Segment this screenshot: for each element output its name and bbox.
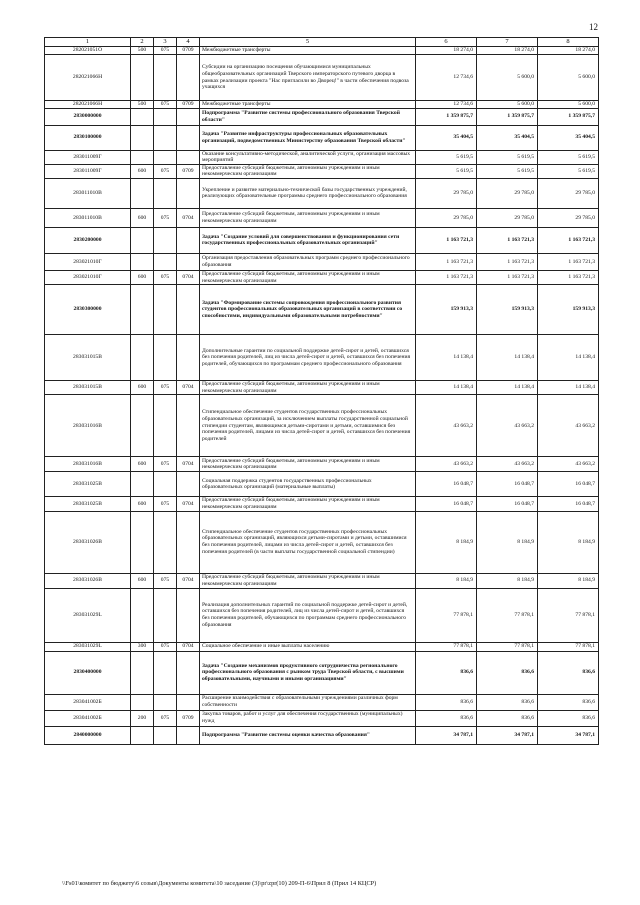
row-code: 282021051O [45, 47, 131, 55]
row-code: 283031025В [45, 472, 131, 497]
row-section [177, 253, 200, 270]
row-description: Предоставление субсидий бюджетным, автономным учреждениям и иным некоммерческим организациям [200, 270, 416, 284]
row-value-2020: 35 404,5 [477, 125, 538, 150]
row-code: 283031029L [45, 642, 131, 651]
table-row [45, 164, 599, 178]
row-value-2020: 836,6 [477, 651, 538, 694]
row-value-2020: 8 184,9 [477, 573, 538, 588]
row-section: 0704 [177, 642, 200, 651]
row-value-2020: 159 913,3 [477, 285, 538, 335]
row-ministry [154, 178, 177, 208]
row-section [177, 651, 200, 694]
row-description: Задача "Создание условий для совершенствования и функционирования сети государственных профессиональных образовательных организаций" [200, 227, 416, 253]
col-header: 3 [154, 38, 177, 47]
row-value-2021: 16 048,7 [538, 472, 599, 497]
row-ministry [154, 651, 177, 694]
row-value-2020: 5 619,5 [477, 150, 538, 164]
row-value-2021: 16 048,7 [538, 497, 599, 511]
row-ministry: 075 [154, 457, 177, 472]
row-value-2021: 29 785,0 [538, 178, 599, 208]
row-code: 282021066H [45, 55, 131, 101]
row-section [177, 285, 200, 335]
row-value-2020: 14 138,4 [477, 335, 538, 381]
row-code: 2830400000 [45, 651, 131, 694]
row-vr [131, 726, 154, 744]
row-description: Задача "Формирование системы сопровождения профессионального развития студентов профессиональных образовательных организаций в соответствии со способностями, индивидуальными образовательными потребностями" [200, 285, 416, 335]
row-value-2021: 34 787,1 [538, 726, 599, 744]
row-value-2020: 8 184,9 [477, 511, 538, 573]
table-row [45, 726, 599, 744]
row-ministry: 075 [154, 573, 177, 588]
row-value-2020: 16 048,7 [477, 472, 538, 497]
row-value-2020: 836,6 [477, 710, 538, 726]
row-vr: 600 [131, 573, 154, 588]
row-value-2020: 5 600,0 [477, 55, 538, 101]
row-value-2019: 836,6 [416, 710, 477, 726]
row-description: Дополнительные гарантии по социальной поддержке детей-сирот и детей, оставшихся без попечения родителей, лиц из числа детей-сирот и детей, оставшихся без попечения родителей, обучающихся по программам среднего профессионального образования [200, 335, 416, 381]
row-value-2020: 34 787,1 [477, 726, 538, 744]
row-value-2021: 18 274,0 [538, 47, 599, 55]
table-row [45, 588, 599, 642]
row-value-2020: 5 600,0 [477, 101, 538, 109]
row-section [177, 125, 200, 150]
row-description: Межбюджетные трансферты [200, 47, 416, 55]
row-value-2019: 1 163 721,3 [416, 227, 477, 253]
table-row [45, 101, 599, 109]
table-row [45, 285, 599, 335]
row-description: Подпрограмма "Развитие системы оценки качества образования" [200, 726, 416, 744]
row-code: 283011010В [45, 178, 131, 208]
row-value-2020: 1 163 721,3 [477, 253, 538, 270]
row-description: Оказание консультативно-методической, аналитической услуги, организация массовых мероприятий [200, 150, 416, 164]
row-vr [131, 227, 154, 253]
col-header: 2 [131, 38, 154, 47]
row-vr [131, 395, 154, 457]
row-value-2019: 34 787,1 [416, 726, 477, 744]
row-ministry [154, 335, 177, 381]
row-vr [131, 253, 154, 270]
row-ministry [154, 125, 177, 150]
row-section [177, 511, 200, 573]
row-value-2019: 43 663,2 [416, 395, 477, 457]
row-code: 2830200000 [45, 227, 131, 253]
row-value-2021: 1 163 721,3 [538, 270, 599, 284]
row-vr: 600 [131, 164, 154, 178]
table-row [45, 511, 599, 573]
col-header: 7 [477, 38, 538, 47]
row-code: 2840000000 [45, 726, 131, 744]
row-description: Расширение взаимодействия с образовательными учреждениями различных форм собственности [200, 694, 416, 710]
row-value-2019: 43 663,2 [416, 457, 477, 472]
table-row [45, 651, 599, 694]
table-row [45, 395, 599, 457]
row-ministry [154, 285, 177, 335]
row-value-2019: 16 048,7 [416, 472, 477, 497]
col-header: 5 [200, 38, 416, 47]
row-vr [131, 651, 154, 694]
row-value-2019: 1 163 721,3 [416, 270, 477, 284]
row-section: 0704 [177, 208, 200, 227]
row-vr: 600 [131, 381, 154, 395]
row-value-2019: 12 734,6 [416, 101, 477, 109]
row-value-2021: 29 785,0 [538, 208, 599, 227]
col-header: 6 [416, 38, 477, 47]
row-code: 2830000000 [45, 108, 131, 125]
row-description: Задача "Создание механизмов продуктивного сотрудничества регионального профессионального образования с рынком труда Тверской области, с высшими образовательными, научными и иными организациями" [200, 651, 416, 694]
row-code: 283031026В [45, 573, 131, 588]
table-row [45, 125, 599, 150]
table-row [45, 55, 599, 101]
row-code: 283041002Б [45, 694, 131, 710]
row-value-2020: 29 785,0 [477, 178, 538, 208]
row-value-2021: 159 913,3 [538, 285, 599, 335]
row-vr [131, 108, 154, 125]
row-value-2021: 14 138,4 [538, 335, 599, 381]
row-description: Задача "Развитие инфраструктуры профессиональных образовательных организаций, подведомственных Министерству образования Тверской области" [200, 125, 416, 150]
table-row [45, 710, 599, 726]
row-vr: 600 [131, 497, 154, 511]
table-row [45, 335, 599, 381]
row-value-2021: 77 878,1 [538, 642, 599, 651]
row-value-2019: 77 878,1 [416, 588, 477, 642]
row-description: Организация предоставления образовательных программ среднего профессионального образования [200, 253, 416, 270]
table-row [45, 642, 599, 651]
row-value-2019: 5 619,5 [416, 150, 477, 164]
row-section: 0709 [177, 710, 200, 726]
row-vr: 200 [131, 710, 154, 726]
row-ministry: 075 [154, 47, 177, 55]
row-ministry [154, 472, 177, 497]
table-row [45, 47, 599, 55]
row-value-2021: 5 600,0 [538, 101, 599, 109]
row-section [177, 472, 200, 497]
row-description: Предоставление субсидий бюджетным, автономным учреждениям и иным некоммерческим организациям [200, 381, 416, 395]
row-value-2019: 8 184,9 [416, 511, 477, 573]
row-section [177, 726, 200, 744]
table-row [45, 208, 599, 227]
row-ministry: 075 [154, 101, 177, 109]
row-vr: 600 [131, 457, 154, 472]
row-vr: 600 [131, 270, 154, 284]
row-ministry [154, 588, 177, 642]
row-ministry [154, 395, 177, 457]
row-code: 283031015В [45, 381, 131, 395]
row-value-2021: 5 619,5 [538, 164, 599, 178]
row-value-2020: 1 359 875,7 [477, 108, 538, 125]
row-code: 283031025В [45, 497, 131, 511]
row-value-2019: 836,6 [416, 694, 477, 710]
row-vr [131, 178, 154, 208]
row-vr [131, 694, 154, 710]
table-row [45, 497, 599, 511]
row-value-2021: 14 138,4 [538, 381, 599, 395]
table-row [45, 381, 599, 395]
table-row [45, 694, 599, 710]
row-code: 2830300000 [45, 285, 131, 335]
row-code: 283031016В [45, 457, 131, 472]
row-section: 0704 [177, 497, 200, 511]
row-value-2021: 5 600,0 [538, 55, 599, 101]
row-ministry [154, 511, 177, 573]
row-value-2021: 836,6 [538, 651, 599, 694]
row-section: 0704 [177, 457, 200, 472]
row-value-2020: 29 785,0 [477, 208, 538, 227]
table-row [45, 457, 599, 472]
row-description: Предоставление субсидий бюджетным, автономным учреждениям и иным некоммерческим организациям [200, 208, 416, 227]
row-description: Реализация дополнительных гарантий по социальной поддержке детей-сирот и детей, оставшихся без попечения родителей, лиц из числа детей-сирот и детей, оставшихся без попечения родителей, обучающихся по программам среднего профессионального образования [200, 588, 416, 642]
row-section: 0704 [177, 270, 200, 284]
row-value-2020: 836,6 [477, 694, 538, 710]
row-value-2019: 12 734,6 [416, 55, 477, 101]
table-row [45, 108, 599, 125]
row-description: Предоставление субсидий бюджетным, автономным учреждениям и иным некоммерческим организациям [200, 164, 416, 178]
row-ministry [154, 694, 177, 710]
col-header: 1 [45, 38, 131, 47]
table-row [45, 472, 599, 497]
file-path-footer: \\Fs01\комитет по бюджету\6 созыв\Документы комитета\10 заседание (3)\pr\zpr(10) 209-П-6\Прил 8 (Прил 14 КЦСР) [62, 880, 377, 887]
row-section: 0704 [177, 573, 200, 588]
row-description: Укрепление и развитие материально-технической базы государственных учреждений, реализующих образовательные программы среднего профессионального образования [200, 178, 416, 208]
row-ministry: 075 [154, 381, 177, 395]
row-code: 283011009Г [45, 150, 131, 164]
row-value-2020: 14 138,4 [477, 381, 538, 395]
row-vr: 500 [131, 47, 154, 55]
row-ministry: 075 [154, 710, 177, 726]
row-value-2021: 35 404,5 [538, 125, 599, 150]
row-ministry: 075 [154, 642, 177, 651]
row-section: 0709 [177, 101, 200, 109]
row-code: 283041002Б [45, 710, 131, 726]
row-description: Стипендиальное обеспечение студентов государственных профессиональных образовательных организаций, за исключением выплаты государственной социальной стипендии студентам, являющимся детьми-сиротами и детьми, оставшимися без попечения родителей, лицами из числа детей-сирот и детей, оставшихся без попечения родителей [200, 395, 416, 457]
row-vr [131, 55, 154, 101]
row-value-2021: 836,6 [538, 710, 599, 726]
row-value-2021: 5 619,5 [538, 150, 599, 164]
row-value-2019: 159 913,3 [416, 285, 477, 335]
row-vr [131, 125, 154, 150]
row-value-2019: 8 184,9 [416, 573, 477, 588]
row-description: Субсидии на организацию посещения обучающимися муниципальных общеобразовательных организаций Тверского императорского путевого дворца в рамках реализации проекта "Нас пригласили во Дворец!" в части обеспечения подвоза учащихся [200, 55, 416, 101]
row-vr [131, 588, 154, 642]
row-value-2020: 18 274,0 [477, 47, 538, 55]
row-value-2019: 1 359 875,7 [416, 108, 477, 125]
row-ministry: 075 [154, 497, 177, 511]
row-section [177, 108, 200, 125]
row-value-2021: 836,6 [538, 694, 599, 710]
row-vr [131, 335, 154, 381]
row-ministry [154, 150, 177, 164]
row-value-2021: 8 184,9 [538, 573, 599, 588]
page-number: 12 [589, 22, 598, 32]
row-code: 283011009Г [45, 164, 131, 178]
row-section [177, 55, 200, 101]
row-section: 0709 [177, 47, 200, 55]
row-code: 283021010Г [45, 270, 131, 284]
row-value-2020: 1 163 721,3 [477, 227, 538, 253]
row-code: 283031015В [45, 335, 131, 381]
row-description: Социальная поддержка студентов государственных профессиональных образовательных организаций (материальные выплаты) [200, 472, 416, 497]
row-description: Предоставление субсидий бюджетным, автономным учреждениям и иным некоммерческим организациям [200, 573, 416, 588]
row-vr [131, 472, 154, 497]
row-code: 283021010Г [45, 253, 131, 270]
row-description: Подпрограмма "Развитие системы профессионального образования Тверской области" [200, 108, 416, 125]
row-code: 283031029L [45, 588, 131, 642]
row-vr: 500 [131, 101, 154, 109]
row-ministry: 075 [154, 208, 177, 227]
row-description: Социальное обеспечение и иные выплаты населению [200, 642, 416, 651]
row-value-2019: 29 785,0 [416, 208, 477, 227]
row-value-2019: 35 404,5 [416, 125, 477, 150]
row-vr [131, 150, 154, 164]
row-section [177, 150, 200, 164]
table-row [45, 253, 599, 270]
table-row [45, 227, 599, 253]
col-header: 8 [538, 38, 599, 47]
row-value-2020: 43 663,2 [477, 395, 538, 457]
row-code: 282021066H [45, 101, 131, 109]
row-ministry: 075 [154, 270, 177, 284]
row-section: 0704 [177, 381, 200, 395]
row-section [177, 227, 200, 253]
row-description: Межбюджетные трансферты [200, 101, 416, 109]
row-value-2019: 836,6 [416, 651, 477, 694]
row-value-2019: 14 138,4 [416, 335, 477, 381]
row-value-2021: 1 163 721,3 [538, 253, 599, 270]
row-value-2019: 14 138,4 [416, 381, 477, 395]
row-section [177, 694, 200, 710]
row-ministry: 075 [154, 164, 177, 178]
table-row [45, 150, 599, 164]
row-description: Предоставление субсидий бюджетным, автономным учреждениям и иным некоммерческим организациям [200, 497, 416, 511]
row-value-2021: 1 163 721,3 [538, 227, 599, 253]
row-value-2021: 1 359 875,7 [538, 108, 599, 125]
row-section [177, 335, 200, 381]
row-value-2019: 18 274,0 [416, 47, 477, 55]
row-value-2019: 5 619,5 [416, 164, 477, 178]
row-section [177, 395, 200, 457]
table-row [45, 178, 599, 208]
row-vr: 600 [131, 208, 154, 227]
row-ministry [154, 227, 177, 253]
row-vr: 300 [131, 642, 154, 651]
row-value-2020: 16 048,7 [477, 497, 538, 511]
budget-table [44, 37, 599, 745]
row-code: 283031026В [45, 511, 131, 573]
header-row [45, 38, 599, 47]
row-ministry [154, 108, 177, 125]
row-ministry [154, 253, 177, 270]
table-row [45, 270, 599, 284]
row-section [177, 178, 200, 208]
row-section [177, 588, 200, 642]
row-value-2020: 77 878,1 [477, 642, 538, 651]
row-value-2020: 1 163 721,3 [477, 270, 538, 284]
row-value-2020: 5 619,5 [477, 164, 538, 178]
row-value-2021: 43 663,2 [538, 395, 599, 457]
row-value-2019: 29 785,0 [416, 178, 477, 208]
row-value-2021: 77 878,1 [538, 588, 599, 642]
col-header: 4 [177, 38, 200, 47]
row-vr [131, 285, 154, 335]
row-value-2019: 16 048,7 [416, 497, 477, 511]
row-value-2019: 1 163 721,3 [416, 253, 477, 270]
row-vr [131, 511, 154, 573]
row-description: Закупка товаров, работ и услуг для обеспечения государственных (муниципальных) нужд [200, 710, 416, 726]
table-row [45, 573, 599, 588]
row-ministry [154, 726, 177, 744]
row-value-2020: 77 878,1 [477, 588, 538, 642]
row-code: 283011010В [45, 208, 131, 227]
row-code: 2830100000 [45, 125, 131, 150]
row-value-2019: 77 878,1 [416, 642, 477, 651]
row-description: Стипендиальное обеспечение студентов государственных профессиональных образовательных организаций, являющихся детьми-сиротами и детьми, оставшимися без попечения родителей, лицами из числа детей-сирот и детей, оставшихся без попечения родителей (в части выплаты государственной социальной стипендии) [200, 511, 416, 573]
row-description: Предоставление субсидий бюджетным, автономным учреждениям и иным некоммерческим организациям [200, 457, 416, 472]
row-value-2021: 43 663,2 [538, 457, 599, 472]
row-value-2020: 43 663,2 [477, 457, 538, 472]
row-value-2021: 8 184,9 [538, 511, 599, 573]
row-section: 0709 [177, 164, 200, 178]
row-code: 283031016В [45, 395, 131, 457]
row-ministry [154, 55, 177, 101]
